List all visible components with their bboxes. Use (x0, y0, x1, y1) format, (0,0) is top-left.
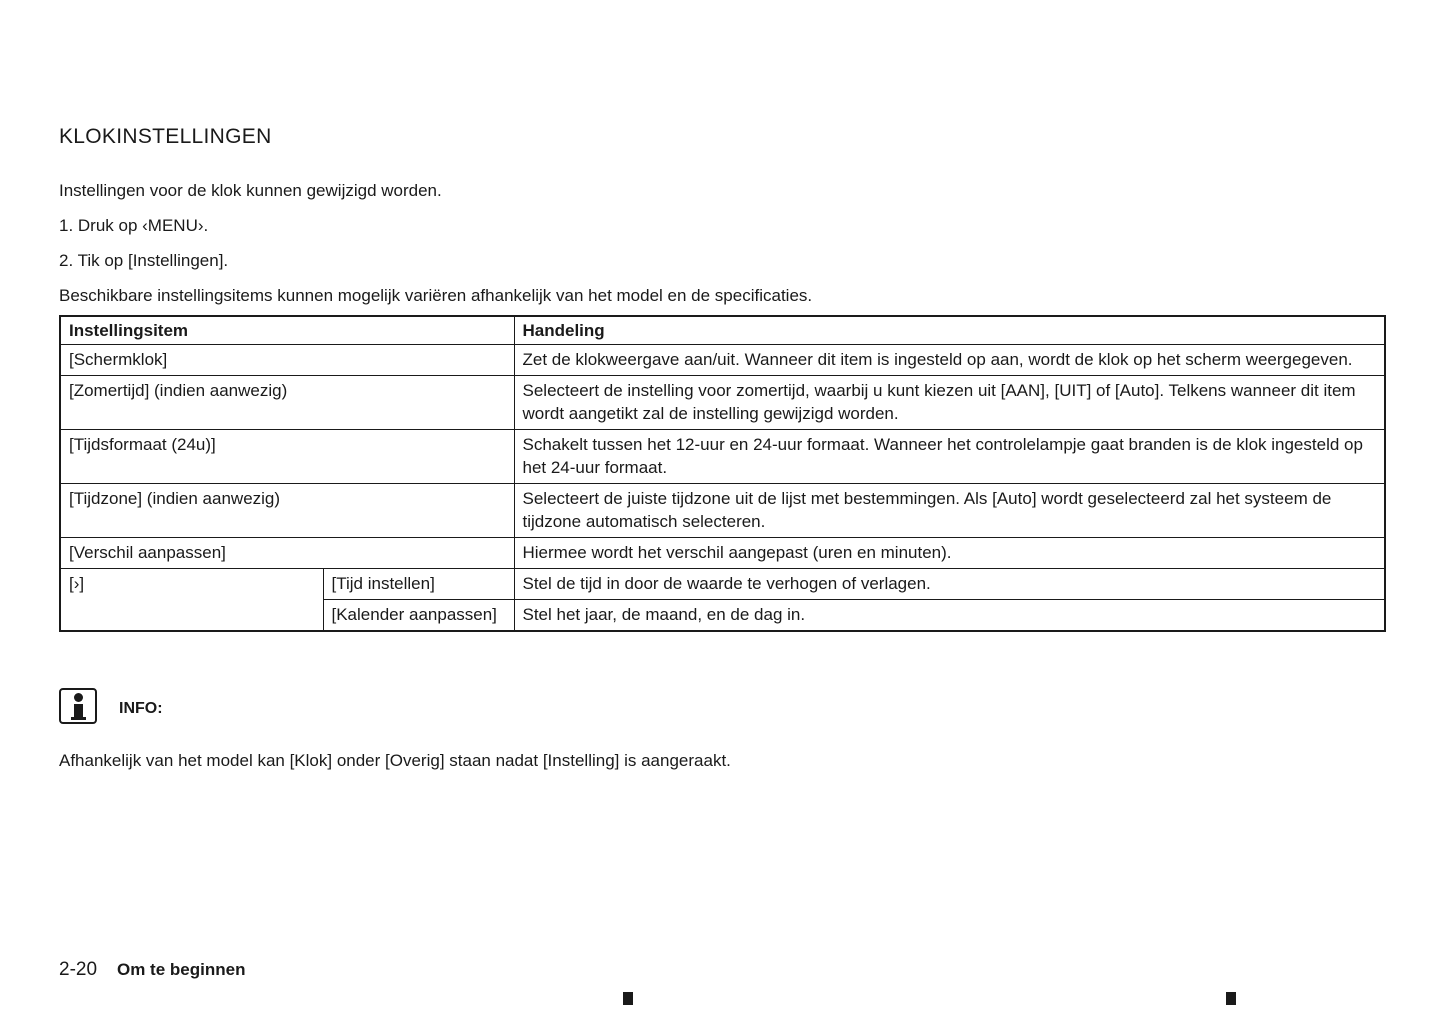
row-action: Hiermee wordt het verschil aangepast (uren en minuten). (514, 538, 1385, 569)
row-item: [Tijdsformaat (24u)] (60, 430, 514, 484)
subrow-item: [Tijd instellen] (323, 569, 514, 600)
section-name: Om te beginnen (117, 960, 246, 979)
intro-text: Instellingen voor de klok kunnen gewijzigd worden. (59, 181, 442, 200)
table-row (60, 376, 1385, 430)
page-title: KLOKINSTELLINGEN (59, 125, 272, 148)
row-action: Zet de klokweergave aan/uit. Wanneer dit item is ingesteld op aan, wordt de klok op het scherm weergegeven. (514, 345, 1385, 376)
settings-table (59, 315, 1386, 632)
info-icon (59, 688, 97, 724)
table-row (60, 569, 1385, 600)
info-text: Afhankelijk van het model kan [Klok] onder [Overig] staan nadat [Instelling] is aangeraakt. (59, 751, 731, 770)
subrow-item: [Kalender aanpassen] (323, 600, 514, 632)
availability-note: Beschikbare instellingsitems kunnen mogelijk variëren afhankelijk van het model en de specificaties. (59, 286, 813, 305)
page-number: 2-20 (59, 959, 98, 980)
header-item: Instellingsitem (60, 316, 514, 345)
step-2: 2. Tik op [Instellingen]. (59, 251, 229, 270)
row-item: [Verschil aanpassen] (60, 538, 514, 569)
row-action: Stel het jaar, de maand, en de dag in. (514, 600, 1385, 632)
step-1: 1. Druk op ‹MENU›. (59, 216, 209, 235)
crop-mark (623, 992, 633, 1005)
crop-mark (1226, 992, 1236, 1005)
table-row (60, 345, 1385, 376)
row-item: [Schermklok] (60, 345, 514, 376)
row-action: Stel de tijd in door de waarde te verhogen of verlagen. (514, 569, 1385, 600)
row-action: Schakelt tussen het 12-uur en 24-uur formaat. Wanneer het controlelampje gaat branden is de klok ingesteld op het 24-uur formaat. (514, 430, 1385, 484)
table-header-row (60, 316, 1385, 345)
info-label: INFO: (119, 700, 163, 717)
table-row (60, 538, 1385, 569)
row-item: [Tijdzone] (indien aanwezig) (60, 484, 514, 538)
row-action: Selecteert de instelling voor zomertijd, waarbij u kunt kiezen uit [AAN], [UIT] of [Auto]. Telkens wanneer dit item wordt aangetikt zal de instelling gewijzigd worden. (514, 376, 1385, 430)
table-row (60, 484, 1385, 538)
row-action: Selecteert de juiste tijdzone uit de lijst met bestemmingen. Als [Auto] wordt geselecteerd zal het systeem de tijdzone automatisch selecteren. (514, 484, 1385, 538)
table-row (60, 430, 1385, 484)
header-action: Handeling (514, 316, 1385, 345)
group-item: [›] (60, 569, 323, 632)
row-item: [Zomertijd] (indien aanwezig) (60, 376, 514, 430)
